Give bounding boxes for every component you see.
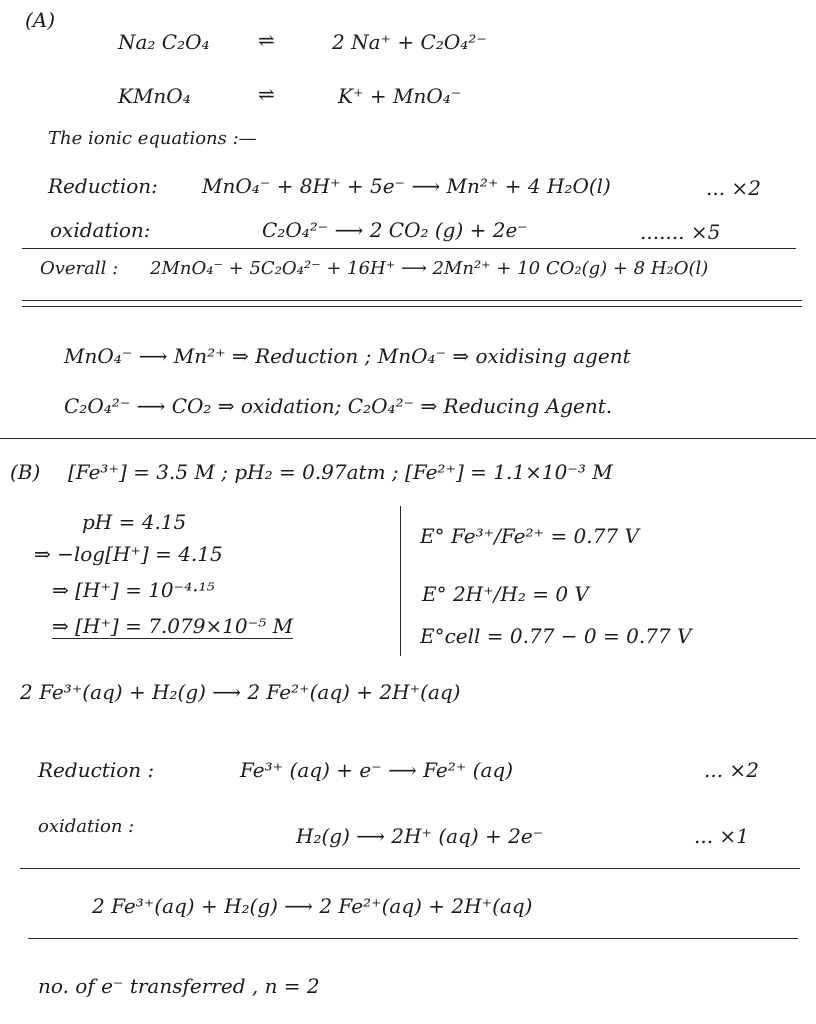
- cell-reaction: 2 Fe³⁺(aq) + H₂(g) ⟶ 2 Fe²⁺(aq) + 2H⁺(aq): [20, 680, 461, 704]
- divider-b-2: [28, 938, 798, 939]
- dissociation-2-left: KMnO₄: [118, 84, 191, 108]
- half-oxidation-multiplier: ... ×1: [694, 824, 749, 848]
- reduction-multiplier: ... ×2: [706, 176, 761, 200]
- half-oxidation-label: oxidation :: [38, 816, 135, 837]
- reduction-equation: MnO₄⁻ + 8H⁺ + 5e⁻ ⟶ Mn²⁺ + 4 H₂O(l): [202, 174, 611, 198]
- dissociation-2-right: K⁺ + MnO₄⁻: [338, 84, 462, 108]
- e-h-couple: E° 2H⁺/H₂ = 0 V: [422, 582, 589, 606]
- hydrogen-ion-concentration: ⇒ [H⁺] = 7.079×10⁻⁵ M: [52, 614, 294, 638]
- e-fe-couple: E° Fe³⁺/Fe²⁺ = 0.77 V: [420, 524, 639, 548]
- e-cell: E°cell = 0.77 − 0 = 0.77 V: [420, 624, 692, 648]
- note-reduction-oxidising: MnO₄⁻ ⟶ Mn²⁺ ⇒ Reduction ; MnO₄⁻ ⇒ oxidising agent: [64, 344, 631, 368]
- net-reaction: 2 Fe³⁺(aq) + H₂(g) ⟶ 2 Fe²⁺(aq) + 2H⁺(aq): [92, 894, 533, 918]
- dissociation-1-arrow: ⇌: [258, 28, 275, 52]
- half-reduction-label: Reduction :: [38, 758, 155, 782]
- vertical-divider: [400, 506, 401, 656]
- note-oxidation-reducing: C₂O₄²⁻ ⟶ CO₂ ⇒ oxidation; C₂O₄²⁻ ⇒ Reducing Agent.: [64, 394, 613, 418]
- reduction-label: Reduction:: [48, 174, 158, 198]
- overall-equation: 2MnO₄⁻ + 5C₂O₄²⁻ + 16H⁺ ⟶ 2Mn²⁺ + 10 CO₂(g) + 8 H₂O(l): [150, 258, 709, 279]
- half-oxidation-equation: H₂(g) ⟶ 2H⁺ (aq) + 2e⁻: [296, 824, 544, 848]
- half-reduction-multiplier: ... ×2: [704, 758, 759, 782]
- ionic-equations-heading: The ionic equations :—: [48, 128, 257, 149]
- half-reduction-equation: Fe³⁺ (aq) + e⁻ ⟶ Fe²⁺ (aq): [240, 758, 514, 782]
- divider-b-1: [20, 868, 800, 869]
- given-values: [Fe³⁺] = 3.5 M ; pH₂ = 0.97atm ; [Fe²⁺] = 1.1×10⁻³ M: [68, 460, 613, 484]
- oxidation-equation: C₂O₄²⁻ ⟶ 2 CO₂ (g) + 2e⁻: [262, 218, 528, 242]
- ph-step-log: ⇒ −log[H⁺] = 4.15: [34, 542, 223, 566]
- ph-step-power: ⇒ [H⁺] = 10⁻⁴·¹⁵: [52, 578, 215, 602]
- part-a-label: (A): [25, 8, 56, 32]
- electrons-transferred: no. of e⁻ transferred , n = 2: [38, 974, 320, 998]
- oxidation-label: oxidation:: [50, 218, 151, 242]
- section-divider: [0, 438, 816, 439]
- part-b-label: (B): [10, 460, 41, 484]
- dissociation-1-left: Na₂ C₂O₄: [118, 30, 210, 54]
- divider-a-1: [22, 248, 796, 249]
- divider-a-2: [22, 300, 802, 301]
- oxidation-multiplier: ....... ×5: [640, 220, 721, 244]
- overall-label: Overall :: [40, 258, 119, 279]
- dissociation-1-right: 2 Na⁺ + C₂O₄²⁻: [332, 30, 487, 54]
- divider-a-3: [22, 306, 802, 307]
- dissociation-2-arrow: ⇌: [258, 82, 275, 106]
- ph-value: pH = 4.15: [82, 510, 187, 534]
